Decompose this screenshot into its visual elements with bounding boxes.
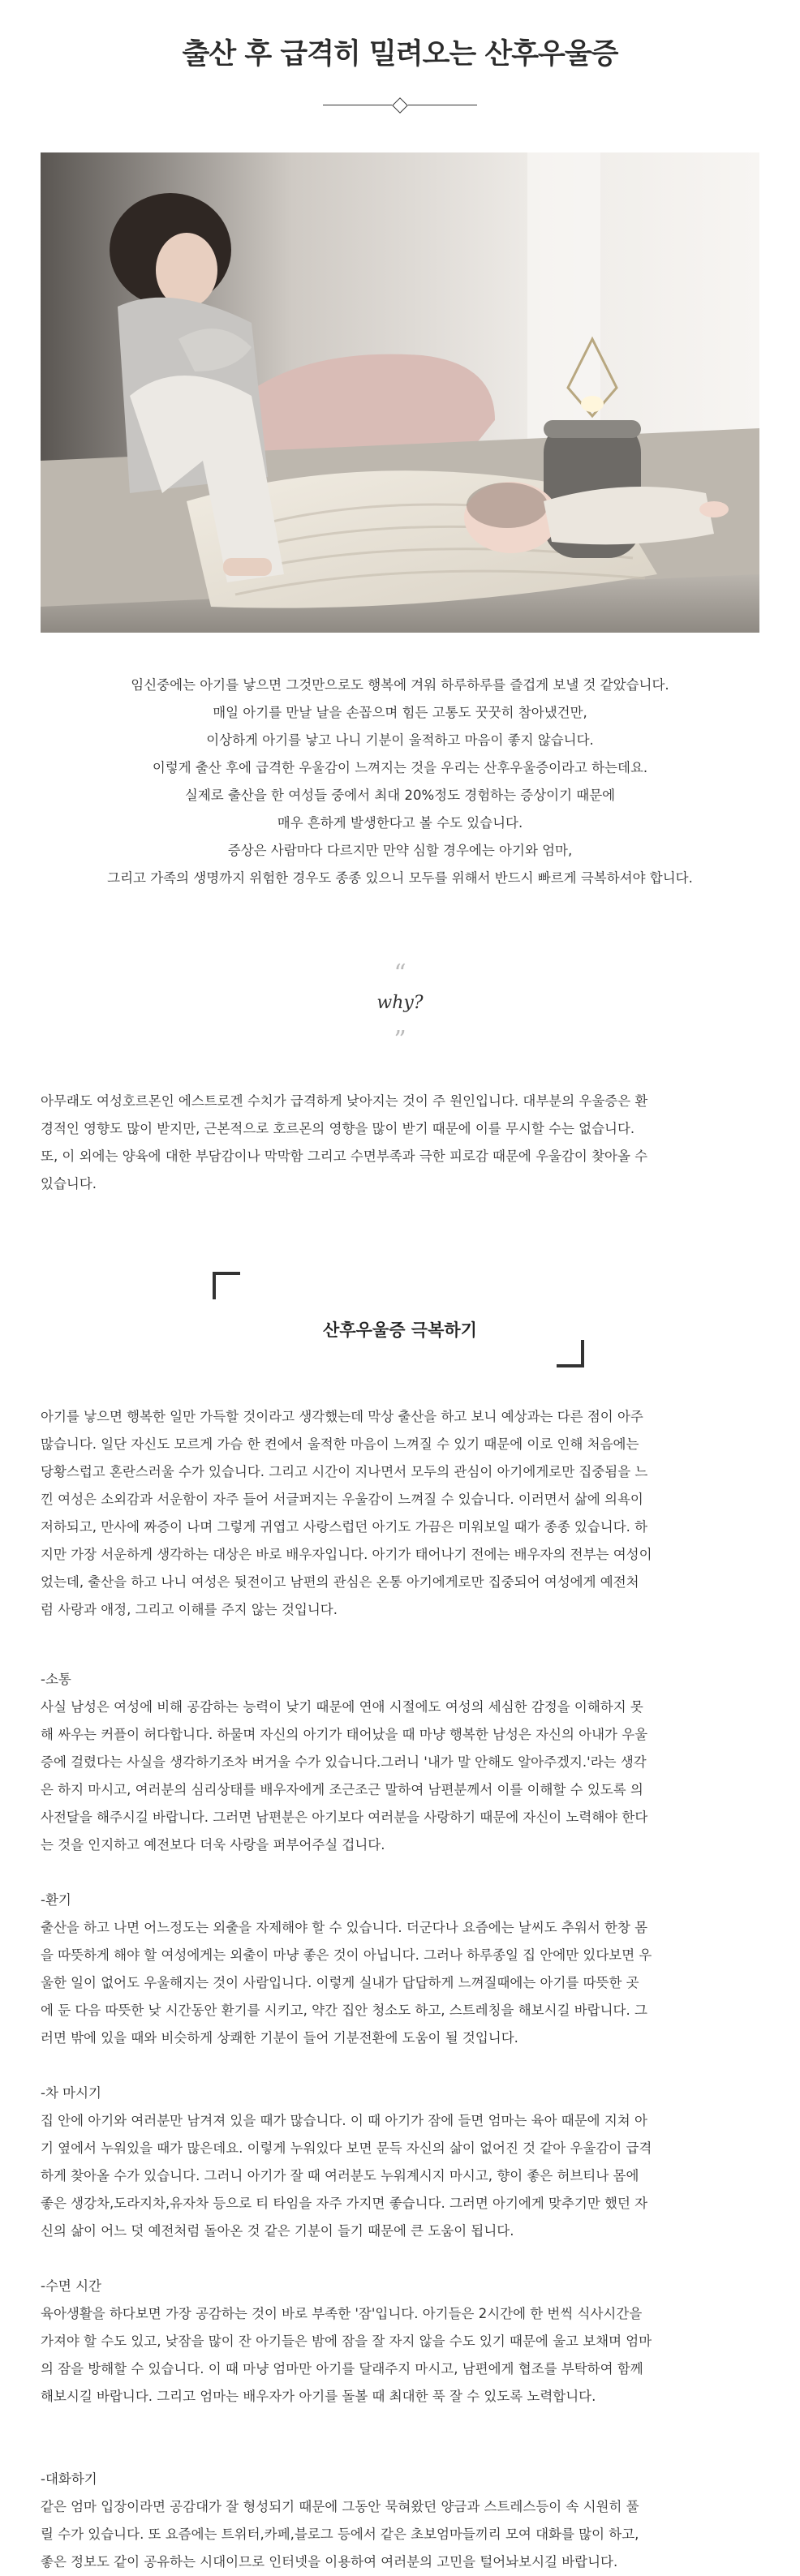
paragraph-line: 기 옆에서 누워있을 때가 많은데요. 이렇게 누워있다 보면 문득 자신의 삶이 없어진 것 같아 우울감이 급격 <box>41 2140 652 2156</box>
mother-and-baby-photo <box>41 152 759 633</box>
paragraph-line: 아무래도 여성호르몬인 에스트로겐 수치가 급격하게 낮아지는 것이 주 원인입니다. 대부분의 우울증은 환 <box>41 1093 648 1109</box>
paragraph-line: 릴 수가 있습니다. 또 요즘에는 트위터,카페,블로그 등에서 같은 초보엄마들끼리 모여 대화를 많이 하고, <box>41 2527 639 2542</box>
hormone-cause-text <box>41 1088 759 1198</box>
subsection-body <box>41 2107 759 2245</box>
subsection-body <box>41 2300 759 2411</box>
subsection-title: -환기 <box>41 1892 71 1908</box>
paragraph-line: 해 싸우는 커플이 허다합니다. 하물며 자신의 아기가 태어났을 때 마냥 행복한 남성은 자신의 아내가 우울 <box>41 1727 648 1742</box>
close-quote-icon: ” <box>394 1026 406 1054</box>
section-heading: 산후우울증 극복하기 <box>323 1320 477 1341</box>
paragraph-line: 가져야 할 수도 있고, 낮잠을 많이 잔 아기들은 밤에 잠을 잘 자지 않을 수도 있기 때문에 울고 보채며 엄마 <box>41 2333 652 2349</box>
section-conversation <box>41 2466 759 2576</box>
intro-text <box>32 672 768 892</box>
paragraph-line: 낀 여성은 소외감과 서운함이 자주 들어 서글퍼지는 우울감이 느껴질 수 있습니다. 이러면서 삶에 의욕이 <box>41 1492 643 1507</box>
why-heading: why? <box>376 993 424 1013</box>
paragraph-line: 었는데, 출산을 하고 나니 여성은 뒷전이고 남편의 관심은 온통 아기에게로만 집중되어 여성에게 예전처 <box>41 1574 639 1590</box>
paragraph-line: 경적인 영향도 많이 받지만, 근본적으로 호르몬의 영향을 많이 받기 때문에 이를 무시할 수는 없습니다. <box>41 1121 635 1136</box>
paragraph-line: 는 것을 인지하고 예전보다 더욱 사랑을 퍼부어주실 겁니다. <box>41 1837 385 1853</box>
intro-line: 임신중에는 아기를 낳으면 그것만으로도 행복에 겨워 하루하루를 즐겁게 보낼 것 같았습니다. <box>131 677 669 693</box>
subsection-title: -차 마시기 <box>41 2085 101 2101</box>
paragraph-line: 러면 밖에 있을 때와 비슷하게 상쾌한 기분이 들어 기분전환에 도움이 될 것입니다. <box>41 2030 518 2046</box>
paragraph-line: 같은 엄마 입장이라면 공감대가 잘 형성되기 때문에 그동안 묵혀왔던 양금과 스트레스등이 속 시원히 풀 <box>41 2499 639 2514</box>
paragraph-line: 하게 찾아올 수가 있습니다. 그러니 아기가 잘 때 여러분도 누워계시지 마시고, 향이 좋은 허브티나 몸에 <box>41 2168 639 2183</box>
section-communication <box>41 1666 759 1859</box>
intro-line: 이렇게 출산 후에 급격한 우울감이 느껴지는 것을 우리는 산후우울증이라고 하는데요. <box>152 760 648 775</box>
paragraph-line: 좋은 정보도 같이 공유하는 시대이므로 인터넷을 이용하여 여러분의 고민을 털어놔보시길 바랍니다. <box>41 2554 618 2570</box>
intro-line: 그리고 가족의 생명까지 위험한 경우도 종종 있으니 모두를 위해서 반드시 빠르게 극복하셔야 합니다. <box>107 870 693 886</box>
intro-line: 이상하게 아기를 낳고 나니 기분이 울적하고 마음이 좋지 않습니다. <box>206 732 594 748</box>
paragraph-line: 있습니다. <box>41 1176 97 1191</box>
diamond-ornament-icon <box>392 97 408 114</box>
corner-bracket-top-left-icon <box>213 1272 240 1299</box>
subsection-body <box>41 1694 759 1859</box>
paragraph-line: 육아생활을 하다보면 가장 공감하는 것이 바로 부족한 '잠'입니다. 아기들은 2시간에 한 번씩 식사시간을 <box>41 2306 643 2321</box>
paragraph-line: 증에 걸렸다는 사실을 생각하기조차 버거울 수가 있습니다.그러니 '내가 말 안해도 알아주겠지.'라는 생각 <box>41 1754 647 1770</box>
subsection-title: -소통 <box>41 1672 71 1687</box>
intro-line: 실제로 출산을 한 여성들 중에서 최대 20%정도 경험하는 증상이기 때문에 <box>184 788 616 803</box>
subsection-title: -대화하기 <box>41 2471 97 2487</box>
section-ventilation <box>41 1887 759 2052</box>
paragraph-line: 또, 이 외에는 양육에 대한 부담감이나 막막함 그리고 수면부족과 극한 피로감 때문에 우울감이 찾아올 수 <box>41 1148 648 1164</box>
paragraph-line: 울한 일이 없어도 우울해지는 것이 사람입니다. 이렇게 실내가 답답하게 느껴질때에는 아기를 따뜻한 곳 <box>41 1975 639 1990</box>
paragraph-line: 당황스럽고 혼란스러울 수가 있습니다. 그리고 시간이 지나면서 모두의 관심이 아기에게로만 집중됨을 느 <box>41 1464 648 1479</box>
paragraph-line: 은 하지 마시고, 여러분의 심리상태를 배우자에게 조근조근 말하여 남편분께서 이를 이해할 수 있도록 의 <box>41 1782 643 1797</box>
paragraph-line: 에 둔 다음 따뜻한 낮 시간동안 환기를 시키고, 약간 집안 청소도 하고, 스트레칭을 해보시길 바랍니다. 그 <box>41 2003 647 2018</box>
paragraph-line: 의 잠을 방해할 수 있습니다. 이 때 마냥 엄마만 아기를 달래주지 마시고, 남편에게 협조를 부탁하여 함께 <box>41 2361 643 2376</box>
subsection-title: -수면 시간 <box>41 2278 101 2294</box>
section-tea-time <box>41 2080 759 2245</box>
open-quote-icon: “ <box>394 960 406 988</box>
article-title: 출산 후 급격히 밀려오는 산후우울증 <box>182 38 618 71</box>
paragraph-line: 좋은 생강차,도라지차,유자차 등으로 티 타임을 자주 가지면 좋습니다. 그러면 아기에게 맞추기만 했던 자 <box>41 2196 648 2211</box>
section-sleep <box>41 2273 759 2411</box>
paragraph-line: 집 안에 아기와 여러분만 남겨져 있을 때가 많습니다. 이 때 아기가 잠에 들면 엄마는 육아 때문에 지쳐 아 <box>41 2113 647 2128</box>
corner-bracket-bottom-right-icon <box>557 1340 584 1367</box>
paragraph-line: 아기를 낳으면 행복한 일만 가득할 것이라고 생각했는데 막상 출산을 하고 보니 예상과는 다른 점이 아주 <box>41 1409 643 1424</box>
paragraph-line: 사전달을 해주시길 바랍니다. 그러면 남편분은 아기보다 여러분을 사랑하기 때문에 자신이 노력해야 한다 <box>41 1810 648 1825</box>
paragraph-line: 많습니다. 일단 자신도 모르게 가슴 한 켠에서 울적한 마음이 느껴질 수 있기 때문에 이로 인해 처음에는 <box>41 1436 639 1452</box>
paragraph-line: 신의 삶이 어느 덧 예전처럼 돌아온 것 같은 기분이 들기 때문에 큰 도움이 됩니다. <box>41 2223 514 2239</box>
overcome-intro-text <box>41 1403 759 1624</box>
paragraph-line: 사실 남성은 여성에 비해 공감하는 능력이 낮기 때문에 연애 시절에도 여성의 세심한 감정을 이해하지 못 <box>41 1699 643 1715</box>
subsection-body <box>41 2493 759 2576</box>
intro-line: 매일 아기를 만날 날을 손꼽으며 힘든 고통도 꿋꿋히 참아냈건만, <box>213 705 587 720</box>
intro-line: 증상은 사람마다 다르지만 만약 심할 경우에는 아기와 엄마, <box>227 843 573 858</box>
paragraph-line: 지만 가장 서운하게 생각하는 대상은 바로 배우자입니다. 아기가 태어나기 전에는 배우자의 전부는 여성이 <box>41 1547 652 1562</box>
paragraph-line: 저하되고, 만사에 짜증이 나며 그렇게 귀엽고 사랑스럽던 아기도 가끔은 미워보일 때가 종종 있습니다. 하 <box>41 1519 648 1535</box>
paragraph-line: 출산을 하고 나면 어느정도는 외출을 자제해야 할 수 있습니다. 더군다나 요즘에는 날씨도 추워서 한창 몸 <box>41 1920 648 1935</box>
paragraph-line: 럼 사랑과 애정, 그리고 이해를 주지 않는 것입니다. <box>41 1602 338 1617</box>
title-divider <box>323 97 477 114</box>
subsection-body <box>41 1914 759 2052</box>
intro-line: 매우 흔하게 발생한다고 볼 수도 있습니다. <box>277 815 523 831</box>
paragraph-line: 해보시길 바랍니다. 그리고 엄마는 배우자가 아기를 돌볼 때 최대한 푹 잘 수 있도록 노력합니다. <box>41 2389 596 2404</box>
paragraph-line: 을 따뜻하게 해야 할 여성에게는 외출이 마냥 좋은 것이 아닙니다. 그러나 하루종일 집 안에만 있다보면 우 <box>41 1947 652 1963</box>
